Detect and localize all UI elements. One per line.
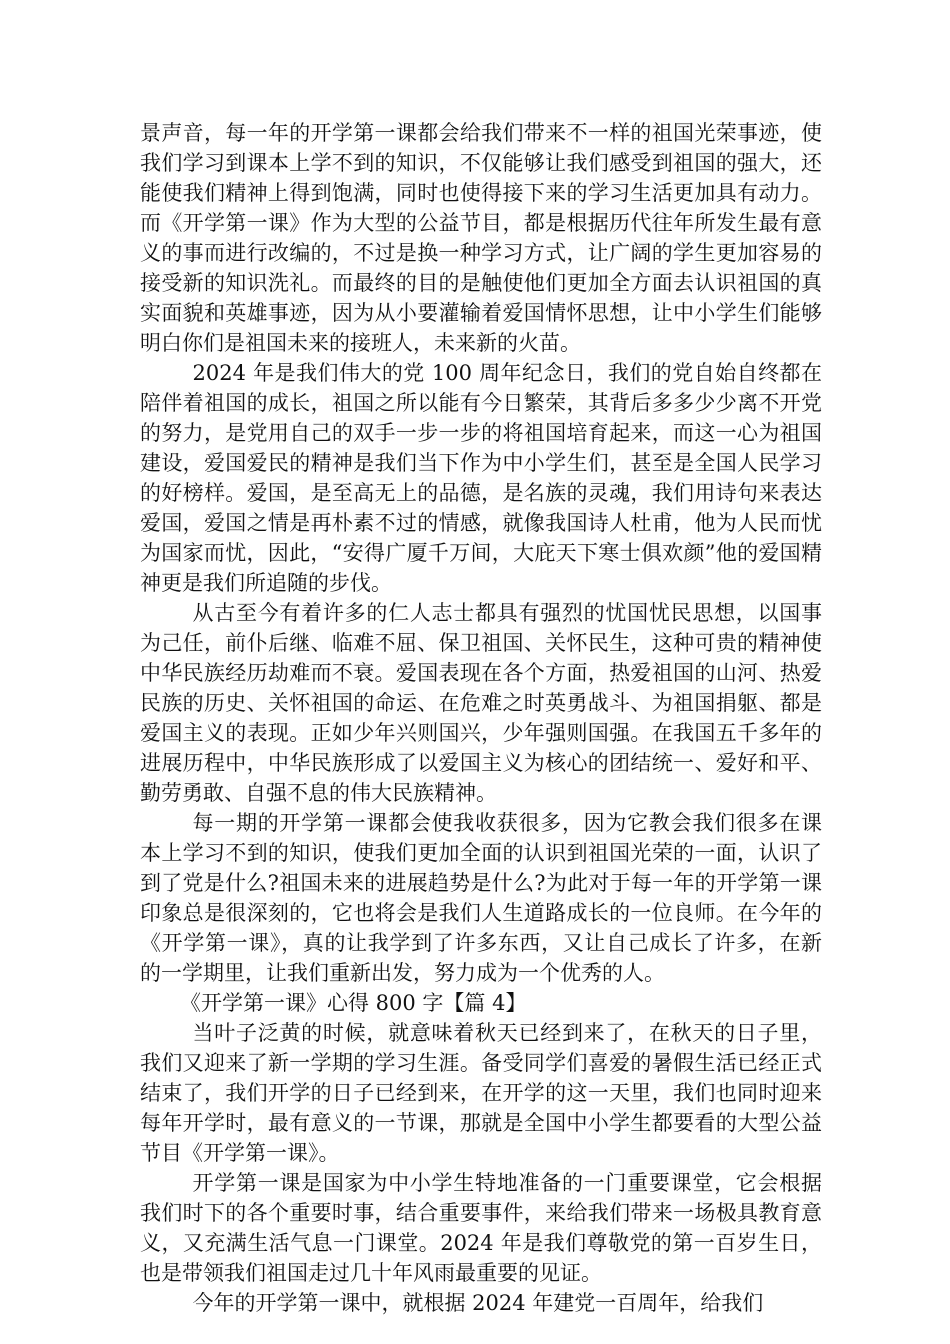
document-body bbox=[140, 118, 822, 1318]
paragraph-2: 2024 年是我们伟大的党 100 周年纪念日，我们的党自始自终都在陪伴着祖国的成长，祖国之所以能有今日繁荣，其背后多多少少离不开党的努力，是党用自己的双手一步一步的将祖国培育起来，而这一心为祖国建设，爱国爱民的精神是我们当下作为中小学生们，甚至是全国人民学习的好榜样。爱国，是至高无上的品德，是名族的灵魂，我们用诗句来表达爱国，爱国之情是再朴素不过的情感，就像我国诗人杜甫，他为人民而忧为国家而忧，因此，“安得广厦千万间，大庇天下寒士俱欢颜”他的爱国精神更是我们所追随的步伐。 bbox=[140, 361, 822, 595]
paragraph-1: 景声音，每一年的开学第一课都会给我们带来不一样的祖国光荣事迹，使我们学习到课本上学不到的知识，不仅能够让我们感受到祖国的强大，还能使我们精神上得到饱满，同时也使得接下来的学习生活更加具有动力。而《开学第一课》作为大型的公益节目，都是根据历代往年所发生最有意义的事而进行改编的，不过是换一种学习方式，让广阔的学生更加容易的接受新的知识洗礼。而最终的目的是触使他们更加全方面去认识祖国的真实面貌和英雄事迹，因为从小要灌输着爱国情怀思想，让中小学生们能够明白你们是祖国未来的接班人，未来新的火苗。 bbox=[140, 121, 822, 355]
paragraph-5: 当叶子泛黄的时候，就意味着秋天已经到来了，在秋天的日子里，我们又迎来了新一学期的学习生涯。备受同学们喜爱的暑假生活已经正式结束了，我们开学的日子已经到来，在开学的这一天里，我们也同时迎来每年开学时，最有意义的一节课，那就是全国中小学生都要看的大型公益节目《开学第一课》。 bbox=[140, 1021, 822, 1165]
section-heading: 《开学第一课》心得 800 字【篇 4】 bbox=[180, 991, 527, 1015]
paragraph-4: 每一期的开学第一课都会使我收获很多，因为它教会我们很多在课本上学习不到的知识，使我们更加全面的认识到祖国光荣的一面，认识了到了党是什么?祖国未来的进展趋势是什么?为此对于每一年的开学第一课印象总是很深刻的，它也将会是我们人生道路成长的一位良师。在今年的《开学第一课》，真的让我学到了许多东西，又让自己成长了许多，在新的一学期里，让我们重新出发，努力成为一个优秀的人。 bbox=[140, 811, 822, 985]
paragraph-3: 从古至今有着许多的仁人志士都具有强烈的忧国忧民思想，以国事为己任，前仆后继、临难不屈、保卫祖国、关怀民生，这种可贵的精神使中华民族经历劫难而不衰。爱国表现在各个方面，热爱祖国的山河、热爱民族的历史、关怀祖国的命运、在危难之时英勇战斗、为祖国捐躯、都是爱国主义的表现。正如少年兴则国兴，少年强则国强。在我国五千多年的进展历程中，中华民族形成了以爱国主义为核心的团结统一、爱好和平、勤劳勇敢、自强不息的伟大民族精神。 bbox=[140, 601, 822, 805]
paragraph-6: 开学第一课是国家为中小学生特地准备的一门重要课堂，它会根据我们时下的各个重要时事，结合重要事件，来给我们带来一场极具教育意义，又充满生活气息一门课堂。2024 年是我们尊敬党的第一百岁生日，也是带领我们祖国走过几十年风雨最重要的见证。 bbox=[140, 1171, 822, 1285]
paragraph-7: 今年的开学第一课中，就根据 2024 年建党一百周年，给我们 bbox=[192, 1291, 764, 1315]
